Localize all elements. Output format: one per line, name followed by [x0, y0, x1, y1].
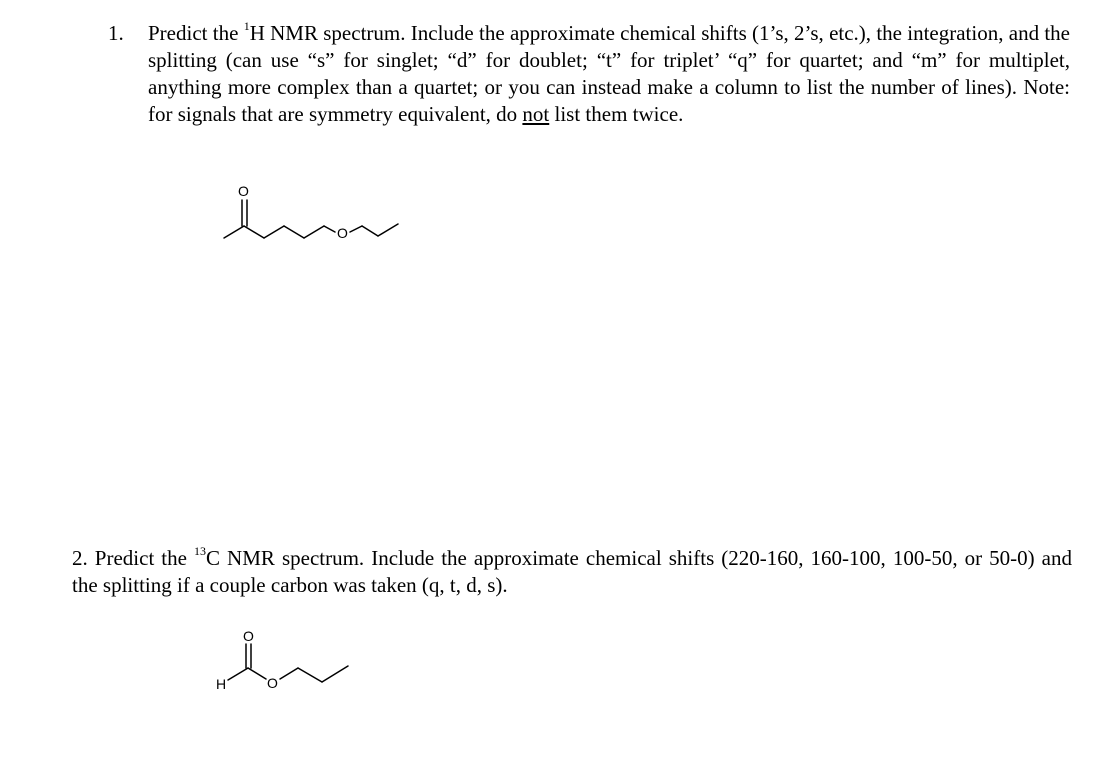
question-2-text: 2. Predict the $^{13}$C NMR spectrum. Include the approximate chemical shifts (220-160, 160-100, 100-50, or 50-0) and the splitting if a couple carbon was taken (q, t, d, s). [72, 544, 1073, 597]
question-1-text: Predict the $^1$H NMR spectrum. Include the approximate chemical shifts (1’s, 2’s, etc.), the integration, and the splitting (can use “s” for singlet; “d” for doublet; “t” for triplet’ “q” for quartet; and “m” for multiplet, anything more complex than a quartet; or you can instead make a column to list the number of lines). Note: for signals that are symmetry equivalent, do not list them twice. [148, 19, 1071, 126]
molecule-2-structure [200, 626, 380, 696]
question-2 [72, 545, 1072, 599]
question-1-number: 1. [108, 21, 124, 45]
molecule-1-structure [200, 172, 420, 252]
molecule-2-hydrogen: H [216, 676, 227, 692]
superscript-1: 1 [243, 19, 250, 33]
molecule-1-ester-oxygen: O [337, 225, 348, 241]
molecule-2-ester-oxygen: O [267, 675, 278, 691]
question-1 [108, 20, 1070, 128]
molecule-2-carbonyl-oxygen: O [243, 628, 254, 644]
molecule-1-carbonyl-oxygen: O [238, 183, 249, 199]
superscript-13: 13 [194, 544, 207, 558]
underlined-not: not [522, 102, 550, 126]
